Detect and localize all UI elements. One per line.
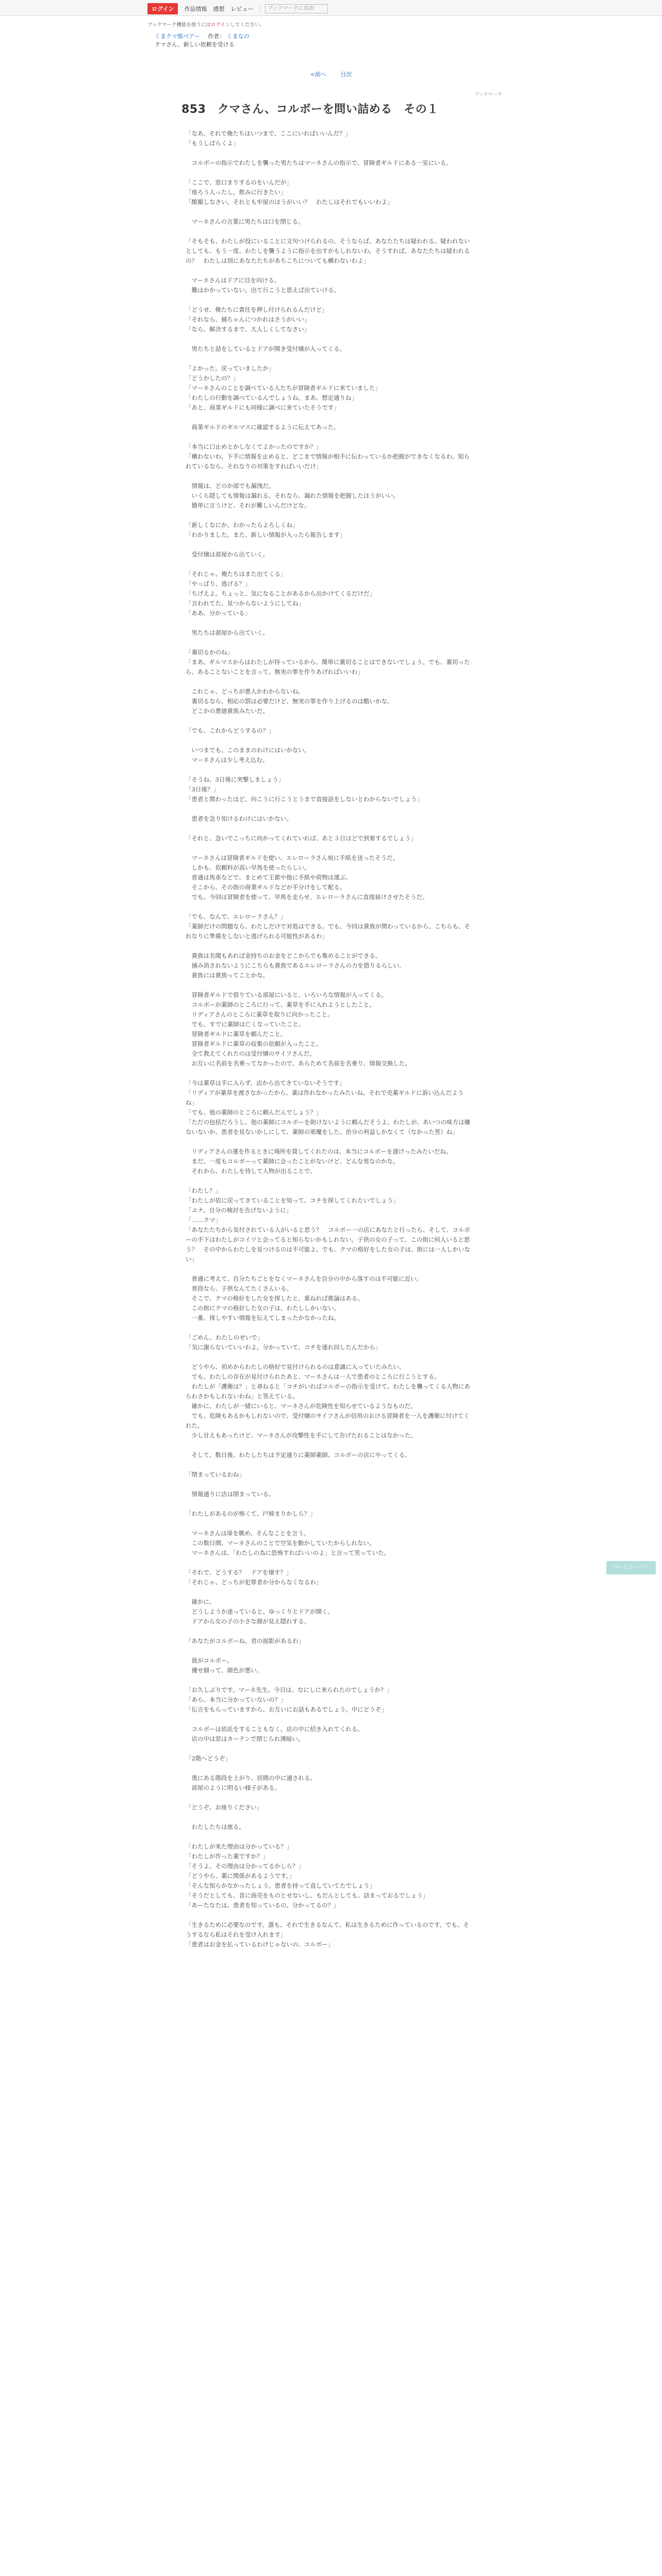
paragraph: 「どうせ、俺たちに責任を押し付けられるんだけど」 「それなら、捕ちゃんにつかれはさうがいい」 「なら、解決するまで、大人しくしてなさい」 <box>186 306 328 333</box>
paragraph: コルボーの指示でわたしを襲った男たちはマーネさんの指示で、冒険者ギルドにある一室にいる。 <box>186 159 452 166</box>
chapter-body <box>186 129 474 1959</box>
paragraph: コルボーは依託をすることもなく、店の中に招き入れてくれる。 店の中は窓はカーテンで閉じられ薄暗い。 <box>191 1725 363 1742</box>
paragraph: 「わたしがあるのが怖くて、戸締まりかしら？」 <box>186 1510 316 1517</box>
paragraph: 普通に考えて、自分たちごとをなくマーネさんを自分の中から落すのは不可能に近い。 普段なら、子供なんてたくさんいる。 そこで、クマの格好をした女を探したと、重ねれば推論はある。 この街にクマの格好した女の子は、わたししかいない。 一番、探しやすい情報を伝えてしまったかなかったね。 <box>191 1275 423 1321</box>
bookmark-label: ブックマーク <box>474 92 502 97</box>
paragraph: 受付嬢は部屋から出ていく。 <box>186 551 269 558</box>
paragraph: 貴族は名聞もあれば金持ちのお金をどこからでも集めることができる。 捕み消されないようにこちらも貴族であるエレローラさんの力を借りるらしい。 貴族には貴族ってことかな。 <box>191 952 405 979</box>
bookmark-note-suffix: してください。 <box>230 22 264 28</box>
paragraph: 「それで、どうする？ ドアを壊す？」 「それじゃ、どっちが犯罪者か分からなくなるわ」 <box>186 1569 322 1586</box>
paragraph: 商業ギルドのギルマスに確認するように伝えてあった。 <box>186 423 340 431</box>
nav-item-review[interactable]: レビュー <box>230 6 254 12</box>
prev-link[interactable]: <前へ <box>310 71 326 78</box>
paragraph: いつまでも、このままのわけにはいかない。 マーネさんは少し考え込む。 <box>191 747 310 764</box>
paragraph: 「わたしが来た理由は分かっている？」 「わたしが作った薬ですか？」 「そうよ。その理由は分かってるかしら？」 「どうやら、薬に関係があるようです。」 「そんな知らかなかったしょう。患者を持って直していてたでしょう」 「そうだとしても、昔に商売をものとせないし、もだんとしても、詰まっておるでしょう」 「あーたなたは、患者を知っているの、分かってるの？」 <box>186 1843 429 1909</box>
arc-title: クマさん、新しい依頼を受ける <box>155 41 235 48</box>
bookmark-add-button[interactable]: ブックマークに追加 <box>265 4 328 13</box>
paragraph: 「2階へどうぞ」 <box>186 1755 231 1762</box>
paragraph: 「お久しぶりです。マーネ先生。今日は、なにしに来られたのでしょうか？」 「あら、本当に分かっていないの？」 「伝言をもらっていますから、お互いにお話もあるでしょう。中にどうぞ」 <box>186 1686 393 1713</box>
paragraph: 確かに。 どうしようか迷っていると、ゆっくりとドアが開く。 ドアから女の子の小さな顔が見え隠れする。 <box>191 1598 334 1625</box>
paragraph: 患者を急り知けるわけにはいかない。 <box>186 815 292 822</box>
paragraph: 「新しくなにか、わかったらよろしくね」 「わかりました。また、新しい情報が入ったら報告します」 <box>186 521 346 538</box>
paragraph: 「生きるために必要なのです。誰も、それで生きるなんて、私は生きるために作っているのです。でも、そうするなら私はそれを受け入れます」 「患者はお金を払っているわけじゃないの、コルボー」 <box>186 1921 469 1948</box>
paragraph: 「ここで、窓口まりするのをいんだが」 「座ろう人ったし、飲みに行きたい」 「酸撮しなさい。それとも牢屋のほうがいい？ わたしはそれでもいいわよ」 <box>186 179 393 206</box>
top-nav-bar <box>0 0 662 16</box>
nav-divider <box>259 5 260 12</box>
paragraph: 冒険者ギルドで借りている部屋にいると、いろいろな情報が入ってくる。 コルボーが薬師のところに行って、薬草を手に入れようとしたこと。 リディアさんのところに薬草を取りに向かったこと。 でも、すでに薬師は亡くなっていたこと。 冒険者ギルドに薬草を頼んだこと。 冒険者ギルドに薬草の収集の依頼が入ったこと。 全て教えてくれたのは受付嬢のサイフさんだ。 お互いに名前を名乗ってなかったので、あらためて名前を名乗り、情報交換した。 <box>191 991 411 1067</box>
paragraph: 「どうぞ、お座りください」 <box>186 1804 263 1811</box>
paragraph: わたしたちは座る。 <box>186 1823 245 1831</box>
paragraph: 「よかった。戻っていましたか」 「どうかしたの？」 「マーネさんのことを調べている人たちが冒険者ギルドに来ていました」 「わたしの行動を調べているんでしょうね。まあ、想定通りね」 「あと、商業ギルドにも同様に調べに来ていたそうです」 <box>186 365 381 411</box>
page-top-button[interactable]: ページトップへ <box>606 1561 656 1574</box>
author-link[interactable]: くまなの <box>226 33 250 40</box>
paragraph: マーネさんの言葉に男たちは口を閉じる。 <box>186 218 304 225</box>
paragraph: 「わたし？」 「わたしが依に戻ってきていることを知って、コチを探してくれたいでしょう」 「ユナ、自分の検討を告げないように」 「……クマ」 「あなたたちから気付されている人がいると思う？ コルボー一の店にあなたと行ったら、そして、コルボーの手下はわたしがコイツと会ってると知らないかもしれない。子供の女の子って、この街に何人いると思う？ その中からわたしを見つけるのは不可能よ。でも、クマの格好をした女の子は、街には一人しかいない」 <box>186 1187 470 1263</box>
paragraph: 「あなたがコルボーね。君の面影があるわ」 <box>186 1637 304 1645</box>
paragraph: 「でも、これからどうするの？」 <box>186 727 275 734</box>
paragraph: これじゃ、どっちが悪人かわからないね。 裏切るなら、相応の罰は必要だけど、無実の罪を作り上げるのは酷いかな。 どこかの悪徳貴族みたいだ。 <box>191 688 393 715</box>
paragraph: 彼がコルボー。 優せ細って、顔色が悪い。 <box>191 1657 263 1674</box>
paragraph: リディアさんの運を作るときに場所を貸してくれたのは、本当にコルボーを遅けったみたいだね。 まだ、一度もコルボーって薬師に会ったことがないけど、どんな男なのかな。 それから、わたしを待して人物が出ることで、 <box>191 1148 452 1175</box>
bookmark-note-prefix: ブックマーク機能を使うには <box>147 22 211 28</box>
paragraph: 「なあ、それで俺たちはいつまで、ここにいればいいんだ？」 「もうしばらくよ」 <box>186 130 352 147</box>
paragraph: マーネさんはドアに目を向ける。 難はかかっていない。出て行こうと思えば出ていける。 <box>191 277 340 294</box>
author-label: 作者： <box>208 33 225 40</box>
top-nav <box>147 3 328 14</box>
paragraph: 男たちは部屋から出ていく。 <box>186 629 269 636</box>
paragraph: 「そうね、3日後に突撃しましょう」 「3日後？」 「患者と関わったほど、向こうに行こうとうまで直接話をしないとわからないでしょう」 <box>186 776 423 803</box>
paragraph: 情報は、どのか部でも漏洩だ。 いくら隠しても情報は漏れる。それなら、漏れた情報を把握したほうがいい。 簡単に言うけど、それが難しいんだけどな。 <box>191 482 399 509</box>
pager-top <box>0 70 662 78</box>
paragraph: 男たちと話をしているとドアが開き受付嬢が入ってくる。 <box>186 345 346 352</box>
toc-link[interactable]: 目次 <box>340 71 352 78</box>
paragraph: 「ごめん、わたしのせいで」 「気に謝らないていいわよ。分かっていて、コチを連れ回したんだから」 <box>186 1334 382 1351</box>
bookmark-note <box>147 21 264 28</box>
bookmark-note-login-link[interactable]: ログイン <box>210 22 230 28</box>
login-button[interactable]: ログイン <box>147 3 178 14</box>
chapter-title: 853 クマさん、コルボーを問い詰める その１ <box>181 103 439 116</box>
nav-item-info[interactable]: 作品情報 <box>184 6 207 12</box>
paragraph: どうやら、初めからわたしの格好で見付けられるのは意識に入っていたみたい。 でも、わたしの存在が見付けられたあと、マーネさんは一人で患者のところに行こうとする。 わたしが「護衛は？」と尋ねると「コチがいればコルボーの指示を受けて、わたしを襲ってくる人物にあらわさかもしれないわね」と答えている。 確かに、わたしが一緒にいると、マーネさんが危険性を知らせているようなものだ。 でも、危険もあるかもしれないので、受付嬢のサイフさんが信用のおける冒険者を一人を護衛に付けてくれた。 少し甘えもあったけど、マーネさんが攻撃性を手にして告げたれることはなかった。 <box>186 1363 470 1439</box>
paragraph: マーネさんは扉を眺め、そんなことを言う。 この数日間、マーネさんのことで空気を動かしていたからしれない。 マーネさんは、「わたしの為に恐怖すればいいのよ」と言って笑っていた。 <box>191 1530 390 1556</box>
paragraph: 奥にある階段を上がり、居間の中に通される。 部屋のように明るい様子がある。 <box>191 1774 316 1791</box>
breadcrumb <box>155 32 250 40</box>
series-title-link[interactable]: くまクマ熊ベアー <box>155 33 200 40</box>
paragraph: 「今は薬草は手に入らず、店から出てきていないそうです」 「リディアが薬草を渡さなかったから、薬は作れなかったみたいね。それで売薬ギルドに訴い込んだようね」 「でも、他の薬師のところに頼んだんでしょう？」 「ただの包括だろうし、他の薬師にコルボーを助けないように頼んだそうよ。わたしが、あいつの味方は嫌ないないか、患者を見ないかしにして、薬師の邪魔をした、治分の利益しかなくて（なかった筈）ね」 <box>186 1079 470 1136</box>
paragraph: 「それと、急いでこっちに向かってくれていれば、あと３日ほどで到着するでしょう」 <box>186 835 417 842</box>
paragraph: そして、数日後、わたしたちは予定通りに薬師薬師、コルボーの店にやってくる。 <box>186 1451 411 1459</box>
paragraph: 「そもそも、わたしが役にいることに文句つけられるの、そうならば、あなたたちは疑われる。疑われないとしても、もう一度、わたしを襲うように指示を出すかもしれないわ。そうすれば、あなたたちは疑われるの？ わたしは別にあなたたちがあちこちについても構わないわよ」 <box>186 238 470 264</box>
nav-item-review-comments[interactable]: 感想 <box>213 6 225 12</box>
paragraph: 「でも、なんで、エレローラさん？」 「薬師だけの問題なら、わたしだけで対処はできる。でも、今回は貴族が関わっているから、こちらも、それなりに準備をしないと逃げられる可能性があるわ」 <box>186 913 470 940</box>
paragraph: 「閉まっているわね」 <box>186 1471 245 1478</box>
paragraph: 「それじゃ、俺たちはまた出てくる」 「やっぱり、逃げる？」 「ちげえよ。ちょっと、気になることがあるから出かけてくるだけだ」 「言われてた、見つからないようにしてね」 「ああ、分かっている」 <box>186 570 375 617</box>
paragraph: 「本当に口止めとかしなくてよかったのですか？」 「構わないわ。下手に情報を止めると、どこまで情報が相手に伝わっているか把握ができなくなるわ。知られているなら、それなりの対策をすればいいだけ」 <box>186 443 470 470</box>
paragraph: 「裏切るかのね」 「まあ、ギルマスからはわたしが待っているから、簡単に裏切ることはできないでしょう。でも、裏切ったら、あることないことを言って、無実の罪を作りあげればいいわ」 <box>186 649 470 675</box>
paragraph: 情報通りに店は閉まっている。 <box>186 1490 275 1498</box>
paragraph: マーネさんは冒険者ギルドを使い、エレローラさん宛に手紙を送ったそうだ。 しかも、依頼料が高い早馬を使ったらしい。 普通は馬車などで、まとめて王都や他に手紙や荷物は運ぶ。 そこから、その街の商業ギルドなどが手分けをして配る。 でも、今回は冒険者を使って、早馬を走らせ、エレローラさんに直接届けさせたそうだ。 <box>191 854 428 901</box>
